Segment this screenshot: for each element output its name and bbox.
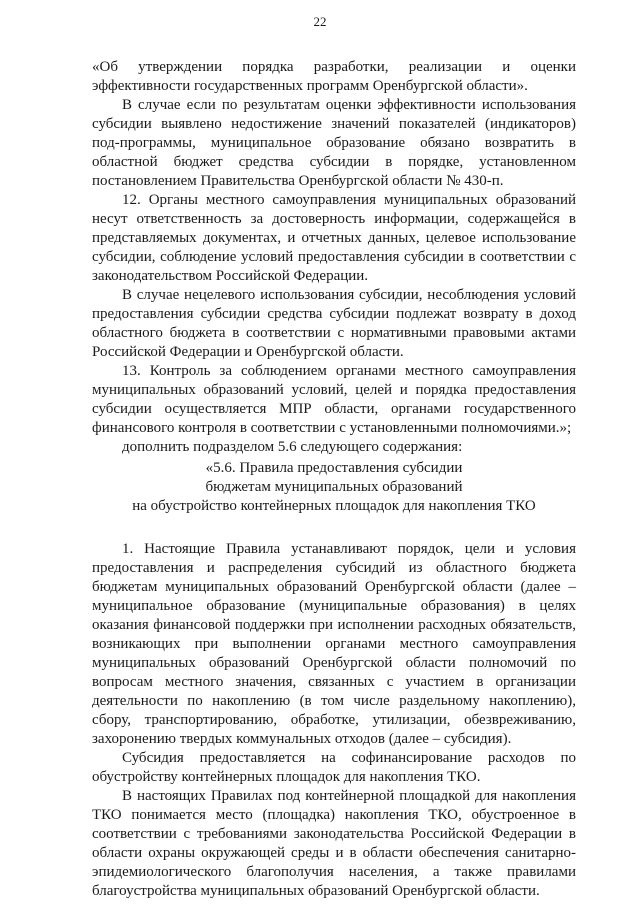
page-number: 22 xyxy=(313,14,327,29)
paragraph-container-site-definition: В настоящих Правилах под контейнерной площадкой для накопления ТКО понимается место (площадка) накопления ТКО, обустроенное в соответствии с требованиями законодательства Российской Федерации в области охраны окружающей среды и в области обеспечения санитарно-эпидемиологического благополучия населения, а также правилами благоустройства муниципальных образований Оренбургской области. xyxy=(92,788,576,899)
paragraph-item-13: 13. Контроль за соблюдением органами местного самоуправления муниципальных образований условий, целей и порядка предоставления субсидии осуществляется МПР области, органами государственного финансового контроля в соответствии с установленными полномочиями.»; xyxy=(92,363,576,436)
heading-line-3: на обустройство контейнерных площадок для накопления ТКО xyxy=(132,498,536,514)
document-body xyxy=(92,58,576,901)
heading-line-2: бюджетам муниципальных образований xyxy=(205,479,463,495)
section-heading xyxy=(92,459,576,516)
paragraph-decree-title: «Об утверждении порядка разработки, реализации и оценки эффективности государственных программ Оренбургской области». xyxy=(92,59,576,94)
paragraph-subsidy-return: В случае если по результатам оценки эффективности использования субсидии выявлено недостижение значений показателей (индикаторов) под-программы, муниципальное образование обязано возвратить в областной бюджет средства субсидии в порядке, установленном постановлением Правительства Оренбургской области № 430-п. xyxy=(92,97,576,189)
heading-line-1: «5.6. Правила предоставления субсидии xyxy=(205,460,463,476)
paragraph-rule-1: 1. Настоящие Правила устанавливают порядок, цели и условия предоставления и распределения субсидий из областного бюджета бюджетам муниципальных образований Оренбургской области (далее – муниципальное образование (муниципальные образования) в целях оказания финансовой поддержки при исполнении расходных обязательств, возникающих при выполнении органами местного самоуправления муниципальных образований Оренбургской области полномочий по вопросам местного значения, связанных с участием в организации деятельности по накоплению (в том числе раздельному накоплению), сбору, транспортированию, обработке, утилизации, обезвреживанию, захоронению твердых коммунальных отходов (далее – субсидия). xyxy=(92,541,576,747)
paragraph-subsidy-purpose: Субсидия предоставляется на софинансирование расходов по обустройству контейнерных площадок для накопления ТКО. xyxy=(92,750,576,785)
paragraph-supplement: дополнить подразделом 5.6 следующего содержания: xyxy=(122,439,463,455)
paragraph-misuse: В случае нецелевого использования субсидии, несоблюдения условий предоставления субсидии средства субсидии подлежат возврату в доход областного бюджета в соответствии с нормативными правовыми актами Российской Федерации и Оренбургской области. xyxy=(92,287,576,360)
spacer xyxy=(92,516,576,540)
paragraph-item-12: 12. Органы местного самоуправления муниципальных образований несут ответственность за достоверность информации, содержащейся в представляемых документах, и отчетных данных, целевое использование субсидии, соблюдение условий предоставления субсидии в соответствии с законодательством Российской Федерации. xyxy=(92,192,576,284)
